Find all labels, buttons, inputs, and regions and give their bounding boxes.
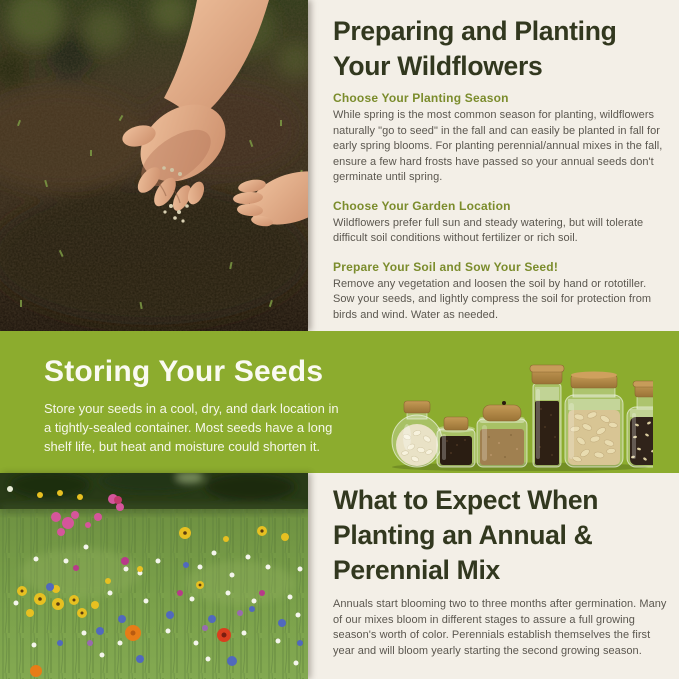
wildflower-meadow-illustration [0,473,308,679]
hand-sowing-photo [0,0,308,331]
hand-sowing-illustration [0,0,308,331]
seed-jars-photo [387,355,653,471]
seed-jars-illustration [387,355,653,471]
wildflower-meadow-photo [0,473,308,679]
prepare-soil-title: Prepare Your Soil and Sow Your Seed! [333,259,559,274]
storing-seeds-heading: Storing Your Seeds [44,355,324,388]
garden-location-body: Wildflowers prefer full sun and steady watering, but will tolerate difficult soil conditions without fertilizer or rich soil. [333,216,644,244]
planting-season-body: While spring is the most common season for planting, wildflowers naturally "go to seed" in the fall and can easily be planted in fall for early spring blooms. For planting perennial/annual mixes in the fall, ensure a few hard frosts have passed so your annual seeds don't germinate until spring. [333,109,663,183]
planting-guide-heading: Preparing and Planting Your Wildflowers [333,16,617,81]
expectations-section [308,473,679,679]
storing-seeds-band [0,331,679,473]
storing-seeds-body: Store your seeds in a cool, dry, and dark location in a tightly-sealed container. Most seeds have a long shelf life, but heat and moisture could shorten it. [44,401,339,454]
planting-guide-section [308,0,679,331]
expectations-body: Annuals start blooming two to three months after germination. Many of our mixes bloom in different stages to assure a full growing season's worth of color. Perennials establish themselves the first year and will bloom yearly starting the second growing season. [333,598,667,657]
prepare-soil-body: Remove any vegetation and loosen the soil by hand or rototiller. Sow your seeds, and lightly compress the soil for protection from birds and wind. Water as needed. [333,277,652,321]
garden-location-title: Choose Your Garden Location [333,198,511,213]
planting-season-title: Choose Your Planting Season [333,91,509,105]
expectations-heading: What to Expect When Planting an Annual & Perennial Mix [333,485,599,585]
